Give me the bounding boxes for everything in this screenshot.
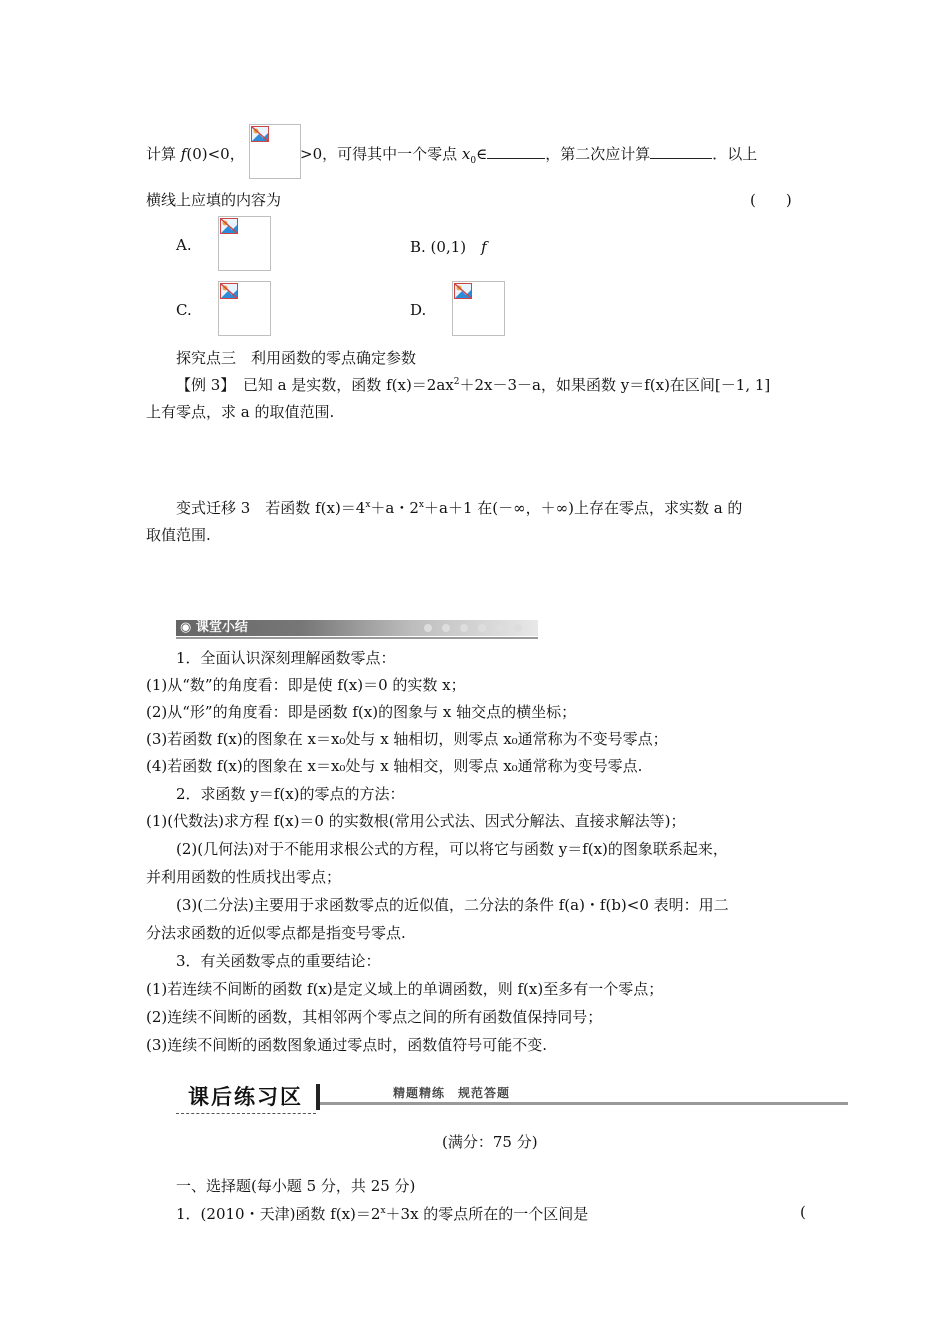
text: ，第二次应计算	[545, 145, 651, 163]
text: x	[365, 500, 371, 510]
text: 2	[453, 377, 460, 387]
text: ＋3x 的零点所在的一个区间是	[385, 1205, 589, 1223]
summary-line: (1)从“数”的角度看：即是使 f(x)＝0 的实数 x；	[146, 676, 466, 694]
practice-title: 课后练习区	[188, 1085, 303, 1109]
decor-dot	[514, 624, 522, 632]
text: ＋a＋1 在(－∞，＋∞)上存在零点，求实数 a 的	[424, 499, 743, 517]
broken-image-icon	[220, 283, 238, 299]
answer-blank[interactable]	[650, 146, 712, 159]
option-d-label: D.	[410, 301, 427, 319]
summary-line: (1)若连续不间断的函数 f(x)是定义域上的单调函数，则 f(x)至多有一个零点；	[146, 980, 664, 998]
question-1	[176, 1203, 588, 1224]
option-c-label: C.	[176, 301, 192, 319]
text: f	[481, 238, 487, 256]
option-a-image	[218, 216, 271, 271]
text: 0	[470, 156, 477, 166]
summary-line: (2)连续不间断的函数，其相邻两个零点之间的所有函数值保持同号；	[146, 1008, 603, 1026]
decor-dot	[442, 624, 450, 632]
question-line-2: 横线上应填的内容为	[146, 191, 282, 209]
summary-header	[176, 620, 538, 638]
option-b	[410, 236, 487, 257]
text: >0，可得其中一个零点	[300, 145, 462, 163]
text: ＋a・2	[370, 499, 419, 517]
variant-3	[176, 497, 742, 518]
header-rule	[320, 1102, 848, 1105]
text: (0)<0，	[186, 145, 245, 163]
text: 计算	[146, 145, 181, 163]
decor-dot	[496, 624, 504, 632]
summary-line: (3)若函数 f(x)的图象在 x＝x₀处与 x 轴相切，则零点 x₀通常称为不变号零点；	[146, 730, 668, 748]
question-line-1b	[300, 143, 757, 166]
variant-3-line-2: 取值范围.	[146, 526, 211, 544]
text: 变式迁移 3 若函数 f(x)＝4	[176, 499, 366, 517]
text: ＋2x－3－a，如果函数 y＝f(x)在区间[－1, 1]	[459, 376, 771, 394]
example-3	[176, 374, 770, 395]
broken-image-icon	[220, 218, 238, 234]
text: ．以上	[712, 145, 758, 163]
broken-image-icon	[251, 126, 269, 142]
summary-line: (3)(二分法)主要用于求函数零点的近似值，二分法的条件 f(a)・f(b)<0 表明：用二	[176, 896, 729, 914]
summary-line: (4)若函数 f(x)的图象在 x＝x₀处与 x 轴相交，则零点 x₀通常称为变号零点.	[146, 757, 643, 775]
summary-line: (1)(代数法)求方程 f(x)＝0 的实数根(常用公式法、因式分解法、直接求解法等)；	[146, 812, 686, 830]
example-tag: 【例 3】	[176, 376, 228, 394]
summary-line: 分法求函数的近似零点都是指变号零点.	[146, 924, 406, 942]
summary-line: (2)从“形”的角度看：即是函数 f(x)的图象与 x 轴交点的横坐标；	[146, 703, 577, 721]
decor-dot	[478, 624, 486, 632]
text: B. (0,1)	[410, 238, 467, 256]
answer-paren: (	[800, 1203, 806, 1221]
header-divider	[316, 1084, 320, 1110]
formula-image-placeholder	[249, 124, 301, 179]
question-line-1	[146, 143, 245, 164]
answer-blank[interactable]	[487, 146, 545, 159]
answer-paren: ( )	[750, 191, 792, 209]
summary-line: 并利用函数的性质找出零点；	[146, 868, 342, 886]
summary-line: 3．有关函数零点的重要结论：	[176, 952, 381, 970]
practice-subtitle: 精题精练 规范答题	[393, 1086, 511, 1100]
summary-title: ◉ 课堂小结	[180, 620, 248, 635]
practice-header	[176, 1081, 848, 1121]
text: 1．(2010・天津)函数 f(x)＝2	[176, 1205, 381, 1223]
option-d-image	[452, 281, 505, 336]
option-a-label: A.	[176, 236, 192, 254]
broken-image-icon	[454, 283, 472, 299]
text: x	[461, 145, 471, 163]
text: x	[418, 500, 424, 510]
decor-dot	[460, 624, 468, 632]
summary-line: 2．求函数 y＝f(x)的零点的方法：	[176, 785, 405, 803]
full-score: (满分：75 分)	[442, 1133, 538, 1151]
summary-line: (2)(几何法)对于不能用求根公式的方程，可以将它与函数 y＝f(x)的图象联系起来，	[176, 840, 728, 858]
text: x	[380, 1206, 386, 1216]
text: ∈	[476, 145, 488, 163]
option-c-image	[218, 281, 271, 336]
header-underline	[176, 637, 538, 639]
decor-dot	[424, 624, 432, 632]
summary-line: 1．全面认识深刻理解函数零点：	[176, 649, 396, 667]
section-heading: 一、选择题(每小题 5 分，共 25 分)	[176, 1177, 416, 1195]
section-heading: 探究点三 利用函数的零点确定参数	[176, 349, 417, 367]
summary-line: (3)连续不间断的函数图象通过零点时，函数值符号可能不变.	[146, 1036, 548, 1054]
example-3-line-2: 上有零点，求 a 的取值范围.	[146, 403, 335, 421]
text: 已知 a 是实数，函数 f(x)＝2ax	[242, 376, 454, 394]
text: f	[180, 145, 187, 163]
dashed-underline	[176, 1113, 316, 1114]
